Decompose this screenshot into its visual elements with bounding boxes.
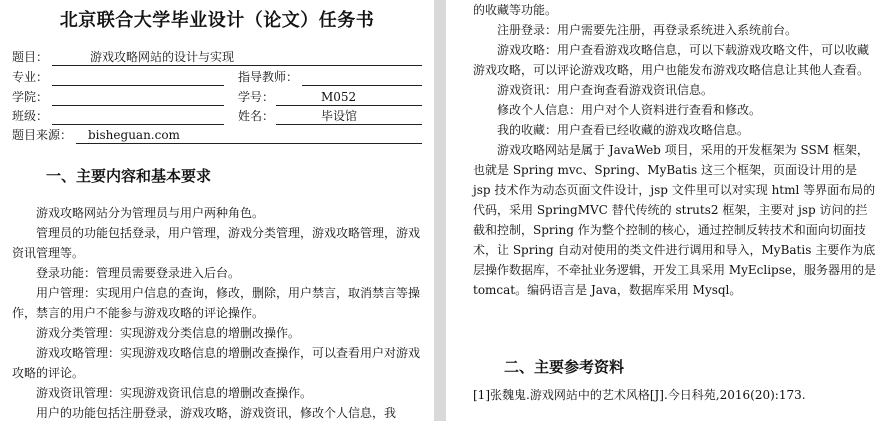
student-id-label: 学号：	[238, 90, 275, 104]
source-field	[76, 127, 422, 144]
paragraph: 登录功能：管理员需要登录进入后台。	[36, 266, 241, 280]
section2-heading: 二、主要参考资料	[504, 358, 625, 376]
paragraph: 游戏攻略：用户查看游戏攻略信息，可以下载游戏攻略文件，可以收藏游戏攻略，可以评论游戏攻略，用户也能发布游戏攻略信息让其他人查看。	[473, 43, 870, 77]
major-field	[52, 69, 224, 86]
paragraph: 游戏资讯：用户查询查看游戏资讯信息。	[497, 83, 714, 97]
class-field	[52, 108, 224, 125]
left-page	[0, 0, 434, 421]
college-field	[52, 89, 224, 106]
document-title: 北京联合大学毕业设计（论文）任务书	[59, 10, 375, 31]
paragraph: 游戏分类管理：实现游戏分类信息的增删改操作。	[36, 326, 301, 340]
class-label: 班级：	[12, 109, 49, 123]
student-id-value: M052	[321, 90, 357, 104]
paragraph: 用户的功能包括注册登录，游戏攻略，游戏资讯，修改个人信息，我	[36, 406, 397, 420]
paragraph: 修改个人信息：用户对个人资料进行查看和修改。	[497, 103, 762, 117]
advisor-field	[302, 69, 422, 86]
right-page	[446, 0, 888, 421]
name-field	[276, 108, 422, 125]
topic-value: 游戏攻略网站的设计与实现	[90, 50, 235, 64]
topic-label: 题目：	[12, 50, 49, 64]
source-value: bisheguan.com	[88, 128, 180, 142]
topic-field	[52, 49, 422, 66]
source-label: 题目来源：	[12, 128, 73, 142]
page-gap	[434, 0, 446, 421]
paragraph: 游戏资讯管理：实现游戏资讯信息的增删改查操作。	[36, 386, 313, 400]
paragraph: 管理员的功能包括登录，用户管理，游戏分类管理，游戏攻略管理，游戏资讯管理等。	[12, 226, 421, 260]
section1-body	[12, 203, 424, 421]
college-label: 学院：	[12, 90, 49, 104]
reference-item: [1]张魏鬼.游戏网站中的艺术风格[J].今日科苑,2016(20):173.	[473, 388, 806, 402]
paragraph: 用户管理：实现用户信息的查询，修改，删除，用户禁言，取消禁言等操作，禁言的用户不能参与游戏攻略的评论操作。	[12, 286, 421, 320]
name-value: 毕设馆	[321, 109, 358, 123]
student-id-field	[276, 89, 422, 106]
paragraph: 游戏攻略管理：实现游戏攻略信息的增删改查操作，可以查看用户对游戏攻略的评论。	[12, 346, 421, 380]
section1-continued	[473, 0, 878, 300]
paragraph: 游戏攻略网站分为管理员与用户两种角色。	[36, 206, 265, 220]
paragraph-continuation: 的收藏等功能。	[473, 3, 558, 17]
name-label: 姓名：	[238, 109, 275, 123]
paragraph: 注册登录：用户需要先注册，再登录系统进入系统前台。	[497, 23, 798, 37]
advisor-label: 指导教师：	[238, 70, 299, 84]
paragraph: 我的收藏：用户查看已经收藏的游戏攻略信息。	[497, 123, 750, 137]
paragraph: 游戏攻略网站是属于 JavaWeb 项目，采用的开发框架为 SSM 框架，也就是 Spring mvc、Spring、MyBatis 这三个框架，页面设计用的是 jsp 技术作为动态页面文件设计，jsp 文件里可以对实现 html 等界面布局的代码，采用 SpringMVC 替代传统的 struts2 框架，主要对 jsp 访问的拦截和控制，Spring 作为整个控制的核心，通过控制反转技术和面向切面技术，让 Spring 自动对使用的类文件进行调用和导入，MyBatis 主要作为底层操作数据库，不牵扯业务逻辑，开发工具采用 MyEclipse，服务器用的是 tomcat。编码语言是 Java，数据库采用 Mysql。	[473, 143, 876, 297]
section1-heading: 一、主要内容和基本要求	[46, 167, 212, 185]
major-label: 专业：	[12, 70, 49, 84]
